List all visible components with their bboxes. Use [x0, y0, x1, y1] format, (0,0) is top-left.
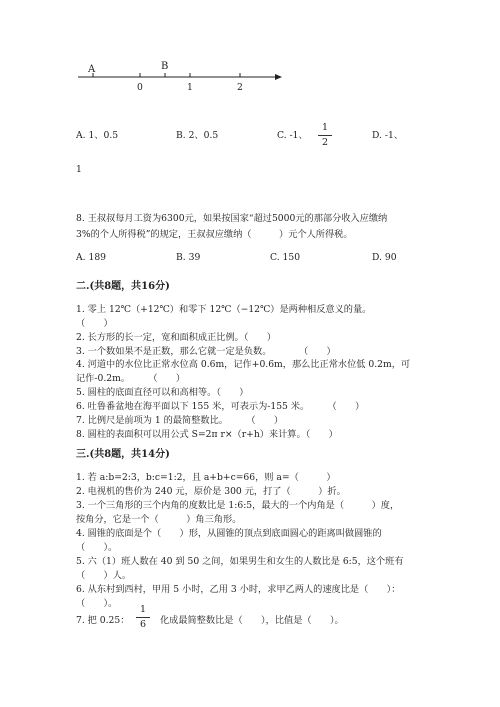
s3-line-6: （ ）。	[76, 542, 118, 553]
s3-line-10: （ ）。	[76, 598, 118, 609]
q8-option-b: B. 39	[176, 252, 201, 263]
s2-line-3: 2. 长方形的长一定，宽和面积成正比例。（ ）	[76, 332, 277, 343]
section2-header: 二.(共8题，共16分)	[76, 281, 170, 292]
number-line-arrow-icon	[275, 74, 282, 80]
fraction-denominator: 6	[139, 618, 147, 630]
s3-q7-prefix: 7. 把 0.25：	[76, 615, 130, 626]
q8-line2: 3%的个人所得税”的规定，王叔叔应缴纳（ ）元个人所得税。	[76, 229, 353, 240]
number-line-graphic	[70, 58, 285, 98]
s3-line-8: （ ）人。	[76, 570, 132, 581]
number-line	[70, 58, 285, 98]
s2-line-6: 记作-0.2m。 （ ）	[76, 373, 186, 384]
q8-option-d: D. 90	[372, 252, 397, 263]
q7-option-d: D. -1、	[372, 130, 404, 141]
q7-option-c-fraction	[318, 123, 332, 147]
tick-label-1: 1	[187, 82, 193, 93]
fraction-denominator: 2	[321, 136, 329, 148]
point-a-label: A	[88, 64, 96, 75]
tick-label-2: 2	[237, 82, 243, 93]
s2-line-10: 8. 圆柱的表面积可以用公式 S=2π r×（r+h）来计算。（ ）	[76, 429, 338, 440]
s3-line-3: 3. 一个三角形的三个内角的度数比是 1:6:5，最大的一个内角是（ ）度，	[76, 500, 400, 511]
q8-option-a: A. 189	[76, 252, 107, 263]
section3-header: 三.(共8题，共14分)	[76, 449, 170, 460]
s2-line-2: （ ）	[76, 318, 113, 329]
s2-line-5: 4. 河道中的水位比正常水位高 0.6m，记作+0.6m，那么比正常水位低 0.2m，可	[76, 359, 411, 370]
fraction-numerator: 1	[139, 604, 147, 615]
fraction-numerator: 1	[321, 122, 329, 133]
s2-line-9: 7. 比例尺是前项为 1 的最简整数比。 （ ）	[76, 415, 284, 426]
q7-option-c: C. -1、	[277, 130, 308, 141]
q8-line1: 8. 王叔叔每月工资为6300元，如果按国家“超过5000元的那部分收入应缴纳	[76, 213, 388, 224]
s3-line-7: 5. 六（1）班人数在 40 到 50 之间，如果男生和女生的人数比是 6:5，这个班有	[76, 556, 404, 567]
s3-line-5: 4. 圆锥的底面是个（ ）形，从圆锥的顶点到底面圆心的距离叫做圆锥的	[76, 528, 382, 539]
s3-line-1: 1. 若 a:b=2:3，b:c=1:2，且 a+b+c=66，则 a=（ ）	[76, 472, 336, 483]
point-b-label: B	[161, 61, 169, 72]
s2-line-8: 6. 吐鲁番盆地在海平面以下 155 米，可表示为-155 米。 （ ）	[76, 401, 365, 412]
fraction-bar	[318, 135, 332, 136]
q8-option-c: C. 150	[270, 252, 301, 263]
tick-label-0: 0	[137, 82, 143, 93]
s3-line-9: 6. 从东村到西村，甲用 5 小时，乙用 3 小时，求甲乙两人的速度比是（ ）：	[76, 584, 401, 595]
s3-q7-fraction	[136, 605, 150, 629]
fraction-bar	[136, 617, 150, 618]
s3-q7-suffix: 化成最简整数比是（ ），比值是（ ）。	[160, 615, 344, 626]
q7-option-b: B. 2、0.5	[176, 130, 219, 141]
s2-line-1: 1. 零上 12℃（+12℃）和零下 12℃（−12℃）是两种相反意义的量。	[76, 304, 372, 315]
s3-line-4: 按角分，它是一个（ ）角三角形。	[76, 514, 242, 525]
s2-line-4: 3. 一个数如果不是正数，那么它就一定是负数。 （ ）	[76, 346, 336, 357]
q7-option-a: A. 1、0.5	[76, 130, 119, 141]
s3-line-2: 2. 电视机的售价为 240 元，原价是 300 元，打了（ ）折。	[76, 486, 346, 497]
s2-line-7: 5. 圆柱的底面直径可以和高相等。（ ）	[76, 387, 249, 398]
q7-option-d-cont: 1	[76, 164, 82, 175]
